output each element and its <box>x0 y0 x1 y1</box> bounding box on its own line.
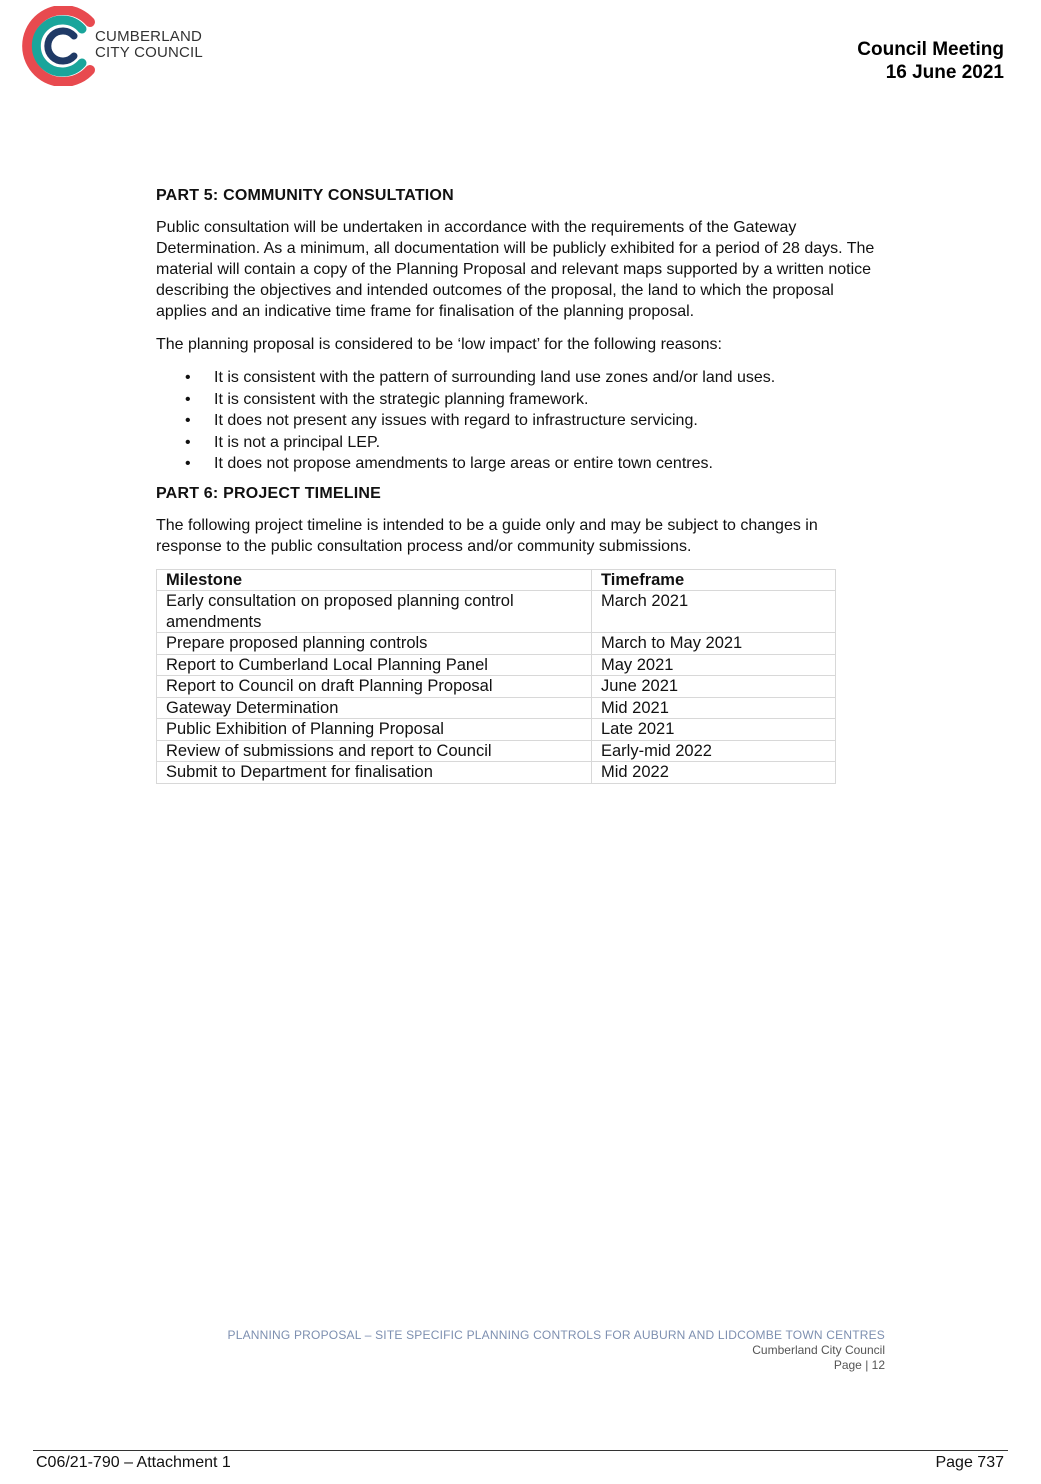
table-row <box>157 676 836 698</box>
project-timeline-table <box>156 569 836 784</box>
milestone-cell: Report to Cumberland Local Planning Panel <box>157 654 592 676</box>
table-row <box>157 654 836 676</box>
footer-doc-title: PLANNING PROPOSAL – SITE SPECIFIC PLANNING CONTROLS FOR AUBURN AND LIDCOMBE TOWN CENTRES <box>227 1328 885 1342</box>
meeting-date: 16 June 2021 <box>885 62 1004 83</box>
table-header-row <box>157 569 836 591</box>
part6-heading: PART 6: PROJECT TIMELINE <box>156 484 381 502</box>
timeframe-cell: Mid 2021 <box>592 697 836 719</box>
council-logo <box>22 6 222 86</box>
timeframe-cell: Mid 2022 <box>592 762 836 784</box>
milestone-cell: Report to Council on draft Planning Proposal <box>157 676 592 698</box>
milestone-cell: Prepare proposed planning controls <box>157 633 592 655</box>
timeframe-cell: Early-mid 2022 <box>592 740 836 762</box>
low-impact-reasons-list <box>156 367 886 475</box>
milestone-cell: Submit to Department for finalisation <box>157 762 592 784</box>
column-header-milestone: Milestone <box>157 569 592 591</box>
meeting-title: Council Meeting <box>857 39 1004 60</box>
footer-org: Cumberland City Council <box>752 1343 885 1357</box>
table-row <box>157 697 836 719</box>
list-item: • It is consistent with the strategic planning framework. <box>214 389 886 411</box>
logo-line-1: CUMBERLAND <box>95 28 203 45</box>
milestone-cell: Early consultation on proposed planning control amendments <box>157 591 592 633</box>
list-item: • It does not propose amendments to large areas or entire town centres. <box>214 453 886 475</box>
document-footer <box>228 1328 886 1373</box>
meeting-header <box>857 38 1004 84</box>
timeframe-cell: Late 2021 <box>592 719 836 741</box>
milestone-cell: Public Exhibition of Planning Proposal <box>157 719 592 741</box>
table-row <box>157 719 836 741</box>
table-row <box>157 633 836 655</box>
list-item: • It does not present any issues with regard to infrastructure servicing. <box>214 410 886 432</box>
footer-divider <box>33 1450 1008 1451</box>
part5-paragraph-2: The planning proposal is considered to be ‘low impact’ for the following reasons: <box>156 336 722 353</box>
agenda-page-number: Page 737 <box>935 1454 1004 1471</box>
table-row <box>157 591 836 633</box>
council-c-icon <box>22 6 102 86</box>
timeframe-cell: June 2021 <box>592 676 836 698</box>
part5-heading: PART 5: COMMUNITY CONSULTATION <box>156 187 454 204</box>
list-item: • It is not a principal LEP. <box>214 432 886 454</box>
part6-paragraph: The following project timeline is intended to be a guide only and may be subject to changes in response to the public consultation process and/or community submissions. <box>156 516 818 555</box>
milestone-cell: Review of submissions and report to Council <box>157 740 592 762</box>
timeframe-cell: May 2021 <box>592 654 836 676</box>
list-item: • It is consistent with the pattern of surrounding land use zones and/or land uses. <box>214 367 886 389</box>
logo-text <box>95 29 203 61</box>
part5-paragraph-1: Public consultation will be undertaken in accordance with the requirements of the Gateway Determination. As a minimum, all documentation will be publicly exhibited for a period of 28 days. The material will contain a copy of the Planning Proposal and relevant maps supported by a written notice describing the objectives and intended outcomes of the proposal, the land to which the proposal applies and an indicative time frame for finalisation of the planning proposal. <box>156 219 875 320</box>
milestone-cell: Gateway Determination <box>157 697 592 719</box>
timeframe-cell: March to May 2021 <box>592 633 836 655</box>
table-row <box>157 762 836 784</box>
column-header-timeframe: Timeframe <box>592 569 836 591</box>
footer-page-number: Page | 12 <box>833 1358 885 1372</box>
timeframe-cell: March 2021 <box>592 591 836 633</box>
attachment-reference: C06/21-790 – Attachment 1 <box>36 1454 231 1471</box>
document-body <box>156 187 886 784</box>
logo-line-2: CITY COUNCIL <box>95 44 203 61</box>
table-row <box>157 740 836 762</box>
